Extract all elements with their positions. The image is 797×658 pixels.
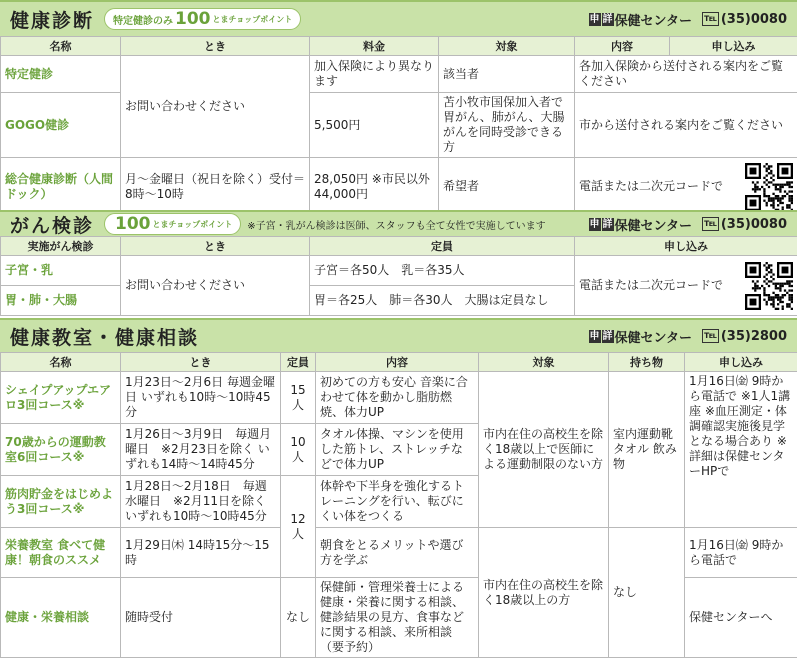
row-apply: 市から送付される案内をご覧ください: [575, 93, 797, 158]
gan-points-label: とまチョップポイント: [153, 219, 233, 230]
row-fee: 28,050円 ※市民以外44,000円: [310, 158, 439, 216]
row-fee: 加入保険により異なります: [310, 56, 439, 93]
table-row: [1, 93, 797, 158]
row-apply: 電話または二次元コードで: [579, 278, 723, 293]
row-name: 特定健診: [1, 56, 121, 93]
kyoshitsu-header-bar: [0, 318, 797, 352]
row-name: 70歳からの運動教室6回コース※: [1, 424, 121, 476]
row-items: なし: [609, 528, 685, 658]
col-toki: とき: [121, 37, 310, 56]
gan-note: ※子宮・乳がん検診は医師、スタッフも全て女性で実施しています: [247, 217, 545, 232]
row-name: 子宮・乳: [1, 256, 121, 286]
col-fee: 料金: [310, 37, 439, 56]
apply-mark-icon: 申: [589, 330, 601, 343]
row-apply-cell: [575, 158, 797, 216]
kenshin-tel: (35)0080: [721, 12, 787, 27]
row-apply: 保健センターへ: [685, 578, 797, 658]
apply-mark-icon: 申: [589, 218, 601, 231]
detail-mark-icon: 詳: [602, 13, 614, 26]
gan-tel: (35)0080: [721, 217, 787, 232]
col-apply: 申し込み: [685, 353, 797, 372]
row-apply: 1月16日㈮ 9時から電話で: [685, 528, 797, 578]
table-row: [1, 372, 797, 424]
points-badge-number: 100: [175, 9, 211, 29]
row-capacity: 15人: [281, 372, 316, 424]
gan-contact-name: 保健センター: [615, 215, 692, 234]
col-target: 対象: [439, 37, 575, 56]
kyoshitsu-contact: [589, 327, 787, 346]
row-name: シェイプアップエアロ3回コース※: [1, 372, 121, 424]
row-target: 市内在住の高校生を除く18歳以上で医師による運動制限のない方: [479, 372, 609, 528]
row-target: 苫小牧市国保加入者で胃がん、肺がん、大腸がんを同時受診できる方: [439, 93, 575, 158]
table-row: [1, 56, 797, 93]
row-apply: 各加入保険から送付される案内をご覧ください: [575, 56, 797, 93]
kenshin-contact: [589, 10, 787, 29]
tel-icon: ℡: [702, 217, 719, 231]
row-toki: 1月23日～2月6日 毎週金曜日 いずれも10時～10時45分: [121, 372, 281, 424]
kyoshitsu-tel: (35)2800: [721, 329, 787, 344]
row-toki: お問い合わせください: [121, 256, 310, 316]
kyoshitsu-title: 健康教室・健康相談: [10, 323, 199, 350]
points-badge-label: とまチョップポイント: [213, 14, 293, 25]
row-name: 健康・栄養相談: [1, 578, 121, 658]
row-content: 保健師・管理栄養士による健康・栄養に関する相談、健診結果の見方、食事などに関する相談、来所相談（要予約）: [316, 578, 479, 658]
gan-points-number: 100: [115, 214, 151, 234]
row-apply-cell: [575, 256, 797, 316]
points-badge-pre: 特定健診のみ: [113, 12, 173, 27]
kyoshitsu-table: [0, 352, 797, 658]
col-content: 内容: [575, 37, 670, 56]
row-toki: 1月28日～2月18日 毎週水曜日 ※2月11日を除く いずれも10時～10時45分: [121, 476, 281, 528]
col-capacity: 定員: [281, 353, 316, 372]
col-content: 内容: [316, 353, 479, 372]
kenshin-title: 健康診断: [10, 6, 94, 33]
row-name: 栄養教室 食べて健康！朝食のススメ: [1, 528, 121, 578]
col-name: 名称: [1, 353, 121, 372]
row-toki: 月～金曜日（祝日を除く）受付＝8時～10時: [121, 158, 310, 216]
row-apply: 1月16日㈮ 9時から電話で ※1人1講座 ※血圧測定・体調確認実施後見学となる場合あり ※詳細は保健センターHPで: [685, 372, 797, 528]
row-toki: 1月26日～3月9日 毎週月曜日 ※2月23日を除く いずれも14時～14時45分: [121, 424, 281, 476]
col-name: 名称: [1, 37, 121, 56]
row-capacity: 12人: [281, 476, 316, 578]
qr-code-icon[interactable]: [745, 163, 793, 211]
table-row: [1, 256, 797, 286]
row-fee: 5,500円: [310, 93, 439, 158]
row-target: 希望者: [439, 158, 575, 216]
row-capacity: なし: [281, 578, 316, 658]
points-badge: [104, 8, 301, 30]
table-row: [1, 158, 797, 216]
table-row: [1, 528, 797, 578]
col-apply: 申し込み: [670, 37, 797, 56]
row-items: 室内運動靴 タオル 飲み物: [609, 372, 685, 528]
tel-icon: ℡: [702, 329, 719, 343]
gan-title: がん検診: [10, 211, 94, 238]
row-name: 胃・肺・大腸: [1, 286, 121, 316]
col-target: 対象: [479, 353, 609, 372]
col-toki: とき: [121, 353, 281, 372]
row-target: 該当者: [439, 56, 575, 93]
col-name: 実施がん検診: [1, 237, 121, 256]
qr-code-icon[interactable]: [745, 262, 793, 310]
row-name: 筋肉貯金をはじめよう3回コース※: [1, 476, 121, 528]
kyoshitsu-contact-name: 保健センター: [615, 327, 692, 346]
row-content: 体幹や下半身を強化するトレーニングを行い、転びにくい体をつくる: [316, 476, 479, 528]
col-items: 持ち物: [609, 353, 685, 372]
row-toki: 随時受付: [121, 578, 281, 658]
gan-contact: [589, 215, 787, 234]
row-apply: 電話または二次元コードで: [579, 179, 723, 194]
row-toki: 1月29日㈭ 14時15分～15時: [121, 528, 281, 578]
row-content: タオル体操、マシンを使用した筋トレ、ストレッチなどで体力UP: [316, 424, 479, 476]
col-capacity: 定員: [310, 237, 575, 256]
row-content: 朝食をとるメリットや選び方を学ぶ: [316, 528, 479, 578]
tel-icon: ℡: [702, 12, 719, 26]
detail-mark-icon: 詳: [602, 218, 614, 231]
gan-table: [0, 236, 797, 316]
apply-mark-icon: 申: [589, 13, 601, 26]
row-capacity: 10人: [281, 424, 316, 476]
gan-header-bar: [0, 210, 797, 236]
row-target: 市内在住の高校生を除く18歳以上の方: [479, 528, 609, 658]
kenshin-table: [0, 36, 797, 216]
row-toki: お問い合わせください: [121, 56, 310, 158]
col-toki: とき: [121, 237, 310, 256]
kenshin-header-bar: [0, 0, 797, 36]
gan-points-badge: [104, 213, 241, 235]
detail-mark-icon: 詳: [602, 330, 614, 343]
row-capacity: 胃＝各25人 肺＝各30人 大腸は定員なし: [310, 286, 575, 316]
row-name: 総合健康診断（人間ドック）: [1, 158, 121, 216]
row-capacity: 子宮＝各50人 乳＝各35人: [310, 256, 575, 286]
row-name: GOGO健診: [1, 93, 121, 158]
row-content: 初めての方も安心 音楽に合わせて体を動かし脂肪燃焼、体力UP: [316, 372, 479, 424]
kenshin-contact-name: 保健センター: [615, 10, 692, 29]
col-apply: 申し込み: [575, 237, 797, 256]
